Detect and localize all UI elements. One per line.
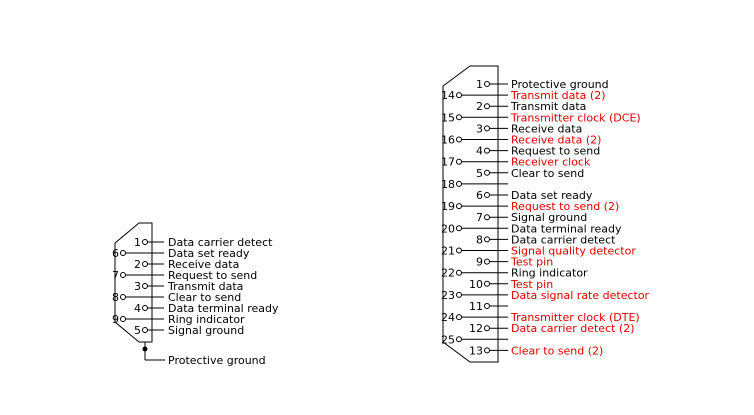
db25-pin-number: 23 [441, 288, 455, 302]
db25-pin-contact [457, 270, 462, 275]
db25-pin-label: Data carrier detect [511, 233, 616, 247]
db9-pin-number: 8 [112, 291, 119, 304]
db25-pin-contact [485, 104, 490, 109]
db25-pin-contact [485, 148, 490, 153]
db25-pin-label: Data signal rate detector [511, 288, 650, 302]
db25-pin-label: Test pin [511, 277, 554, 291]
db25-pin-13 [469, 344, 603, 357]
db9-pin-label: Data carrier detect [168, 236, 273, 249]
db25-pin-contact [485, 237, 490, 242]
db25-pin-5 [476, 167, 584, 180]
db25-pin-contact [457, 137, 462, 142]
db9-pin-contact [143, 240, 148, 245]
db25-pin-contact [457, 115, 462, 120]
db25-pin-contact [457, 181, 462, 186]
db9-pin-contact [143, 262, 148, 267]
db25-pin-contact [485, 193, 490, 198]
db25-pin-contact [457, 292, 462, 297]
db9-pin-number: 9 [112, 313, 119, 326]
db9-pin-label: Receive data [168, 258, 240, 271]
db9-pin-contact [143, 306, 148, 311]
db25-pin-label: Data carrier detect (2) [511, 322, 635, 336]
db25-pin-contact [485, 348, 490, 353]
db25-pin-12 [469, 322, 635, 335]
db25-pin-contact [457, 226, 462, 231]
db9-pin-label: Clear to send [168, 291, 242, 304]
db25-pin-contact [457, 204, 462, 209]
db9-pin-label: Data terminal ready [168, 302, 279, 315]
db25-pin-label: Transmitter clock (DTE) [511, 311, 640, 325]
db9-pin-label: Request to send [168, 269, 258, 282]
db25-pin-contact [485, 259, 490, 264]
db25-pin-label: Request to send (2) [511, 200, 620, 214]
db25-pin-label: Signal quality detector [511, 244, 636, 258]
db9-pin-number: 5 [134, 324, 141, 337]
db25-pin-number: 4 [476, 144, 483, 158]
db9-connector [112, 223, 279, 367]
db9-pin-number: 2 [134, 258, 141, 271]
db25-pin-label: Test pin [511, 255, 554, 269]
db25-pin-label: Data set ready [511, 189, 593, 202]
db25-pin-number: 3 [476, 122, 483, 136]
db25-pin-label: Clear to send (2) [511, 344, 604, 358]
db25-pin-contact [485, 82, 490, 87]
db25-pin-number: 19 [441, 200, 455, 214]
db25-pin-contact [457, 93, 462, 98]
db25-pin-number: 14 [441, 89, 455, 103]
db25-pin-contact [457, 248, 462, 253]
db25-pin-number: 16 [441, 133, 455, 147]
db25-pin-number: 2 [476, 100, 483, 114]
db25-pin-number: 18 [441, 177, 455, 191]
db25-pin-label: Request to send [511, 144, 601, 158]
db9-shell-label: Protective ground [168, 354, 266, 367]
db25-pin-contact [457, 315, 462, 320]
db9-pin-number: 7 [112, 269, 119, 282]
db25-pin-label: Transmitter clock (DCE) [511, 111, 641, 125]
db25-pins [441, 78, 650, 357]
db25-pin-contact [485, 126, 490, 131]
db25-pin-label: Transmit data [511, 100, 587, 114]
db25-pin-number: 13 [469, 344, 483, 358]
db25-pin-number: 6 [476, 189, 483, 202]
db25-pin-number: 10 [469, 277, 483, 291]
db25-pin-number: 25 [441, 333, 455, 347]
db9-pin-label: Transmit data [168, 280, 244, 293]
db25-pin-label: Transmit data (2) [511, 89, 606, 103]
db25-pin-contact [485, 170, 490, 175]
db9-pin-contact [121, 251, 126, 256]
db25-pin-number: 12 [469, 322, 483, 336]
db25-pin-label: Signal ground [511, 211, 588, 225]
db9-pin-contact [121, 317, 126, 322]
db25-pin-label: Receive data (2) [511, 133, 602, 147]
db25-pin-number: 7 [476, 211, 483, 225]
db25-pin-label: Ring indicator [511, 266, 588, 280]
db25-pin-number: 11 [469, 300, 483, 313]
db25-pin-label: Receiver clock [511, 155, 591, 169]
db9-pin-contact [121, 273, 126, 278]
db9-pin-label: Signal ground [168, 324, 245, 337]
db25-pin-number: 9 [476, 255, 483, 269]
db25-pin-number: 21 [441, 244, 455, 258]
db9-pin-contact [121, 295, 126, 300]
db25-pin-number: 15 [441, 111, 455, 125]
db25-pin-label: Clear to send [511, 166, 585, 180]
db25-pin-number: 17 [441, 155, 455, 169]
db25-pin-contact [485, 215, 490, 220]
db25-pin-11 [469, 300, 508, 313]
db9-pin-label: Data set ready [168, 247, 250, 260]
db9-pin-number: 6 [112, 247, 119, 260]
db25-pin-label: Receive data [511, 122, 583, 136]
db9-pin-number: 3 [134, 280, 141, 293]
db25-pin-number: 22 [441, 266, 455, 280]
db25-pin-label: Data terminal ready [511, 222, 622, 236]
db9-pin-number: 4 [134, 302, 141, 315]
db9-pin-label: Ring indicator [168, 313, 245, 326]
db9-pin-5 [134, 324, 244, 337]
db25-pin-contact [485, 281, 490, 286]
db9-pin-contact [143, 328, 148, 333]
db25-connector [441, 66, 650, 362]
db25-pin-number: 24 [441, 311, 455, 325]
db25-pin-number: 20 [441, 222, 455, 236]
db25-pin-contact [485, 304, 490, 309]
db25-pin-number: 1 [476, 78, 483, 91]
db25-pin-number: 8 [476, 233, 483, 247]
db25-pin-number: 5 [476, 166, 483, 180]
db25-pin-contact [485, 326, 490, 331]
db25-pin-contact [457, 337, 462, 342]
db9-pin-number: 1 [134, 236, 141, 249]
db25-pin-contact [457, 159, 462, 164]
db9-pins [112, 236, 279, 337]
db9-pin-contact [143, 284, 148, 289]
db9-ground-dot [143, 347, 148, 352]
db25-pin-label: Protective ground [511, 78, 609, 91]
